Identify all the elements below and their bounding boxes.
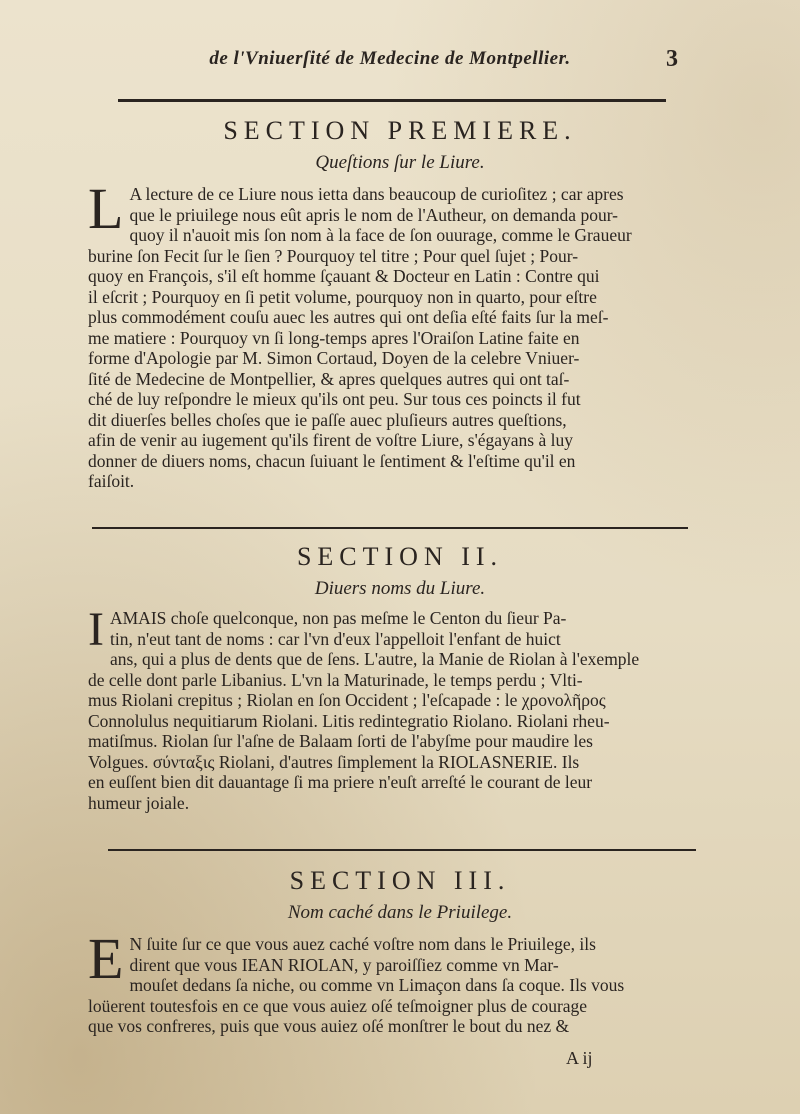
section-3-subtitle: Nom caché dans le Priuilege. (287, 902, 513, 923)
section-3-dropcap: E (88, 926, 124, 991)
section-divider (108, 849, 696, 851)
section-2-dropcap: I (88, 603, 104, 656)
text-line: A lecture de ce Liure nous ietta dans beaucoup de curioſitez ; car apres (129, 184, 624, 204)
text-line: mouſet dedans ſa niche, ou comme vn Limaçon dans ſa coque. Ils vous (129, 975, 625, 995)
section-2-subtitle: Diuers noms du Liure. (314, 578, 486, 599)
text-line: plus commodément couſu auec les autres qui ont deſia eſté faits ſur la meſ- (88, 307, 609, 327)
text-line: tin, n'eut tant de noms : car l'vn d'eux l'appelloit l'enfant de huict (109, 628, 561, 649)
section-2-title: SECTION II. (296, 542, 504, 571)
text-line: de celle dont parle Libanius. L'vn la Maturinade, le temps perdu ; Vlti- (88, 669, 583, 690)
section-1-dropcap: L (88, 176, 124, 241)
text-line: ſité de Medecine de Montpellier, & apres quelques autres qui ont taſ- (88, 368, 570, 389)
text-line: quoy en François, s'il eſt homme ſçauant & Docteur en Latin : Contre qui (88, 266, 600, 286)
section-1-body (88, 176, 692, 492)
text-line: me matiere : Pourquoy vn ſi long-temps apres l'Oraiſon Latine faite en (88, 327, 580, 348)
section-2-body (88, 603, 692, 813)
header-rule (118, 99, 666, 102)
text-line: que vos confreres, puis que vous auiez oſé monſtrer le bout du nez & (88, 1016, 570, 1036)
text-line: Connolulus nequitiarum Riolani. Litis redintegratio Riolano. Riolani rheu- (88, 710, 610, 731)
text-line: humeur joiale. (88, 792, 190, 813)
text-line: donner de diuers noms, chacun ſuiuant le ſentiment & l'eſtime qu'il en (88, 450, 576, 471)
text-line: dit diuerſes belles choſes que ie paſſe auec pluſieurs autres queſtions, (88, 409, 567, 430)
text-line: ché de luy reſpondre le mieux qu'ils ont peu. Sur tous ces poincts il fut (88, 389, 581, 409)
text-line: dirent que vous IEAN RIOLAN, y paroiſſiez comme vn Mar- (129, 954, 559, 975)
section-1-subtitle: Queſtions ſur le Liure. (315, 152, 485, 173)
section-1-title: SECTION PREMIERE. (223, 116, 577, 145)
text-line: loüerent toutesfois en ce que vous auiez oſé teſmoigner plus de courage (88, 995, 588, 1016)
section-3-body (88, 926, 692, 1037)
section-3-title: SECTION III. (289, 866, 511, 895)
text-line: que le priuilege nous eût apris le nom de l'Autheur, on demanda pour- (129, 204, 619, 225)
page-number: 3 (666, 46, 678, 72)
running-head: de l'Vniuerſité de Medecine de Montpellier. (209, 48, 571, 69)
text-line: Volgues. σύνταξις Riolani, d'autres ſimplement la RIOLASNERIE. Ils (88, 751, 580, 772)
text-line: forme d'Apologie par M. Simon Cortaud, Doyen de la celebre Vniuer- (88, 348, 580, 368)
text-line: faiſoit. (88, 471, 135, 491)
text-line: AMAIS choſe quelconque, non pas meſme le Centon du ſieur Pa- (109, 608, 567, 628)
text-line: matiſmus. Riolan ſur l'aſne de Balaam ſorti de l'abyſme pour maudire les (88, 731, 593, 751)
text-line: mus Riolani crepitus ; Riolan en ſon Occident ; l'eſcapade : le χρονολῆρος (88, 690, 606, 710)
text-line: il eſcrit ; Pourquoy en ſi petit volume, pourquoy non in quarto, pour eſtre (88, 286, 597, 307)
text-line: N ſuite ſur ce que vous auez caché voſtre nom dans le Priuilege, ils (129, 934, 596, 954)
text-line: ans, qui a plus de dents que de ſens. L'autre, la Manie de Riolan à l'exemple (109, 649, 640, 669)
section-divider (92, 527, 688, 529)
text-line: en euſſent bien dit dauantage ſi ma priere n'euſt arreſté le courant de leur (88, 772, 593, 792)
signature-mark: A ij (566, 1048, 593, 1068)
text-line: afin de venir au iugement qu'ils firent de voſtre Liure, s'égayans à luy (88, 430, 573, 450)
text-line: burine ſon Fecit ſur le ſien ? Pourquoy tel titre ; Pour quel ſujet ; Pour- (88, 245, 579, 266)
text-line: quoy il n'auoit mis ſon nom à la face de ſon ouurage, comme le Graueur (129, 225, 632, 245)
